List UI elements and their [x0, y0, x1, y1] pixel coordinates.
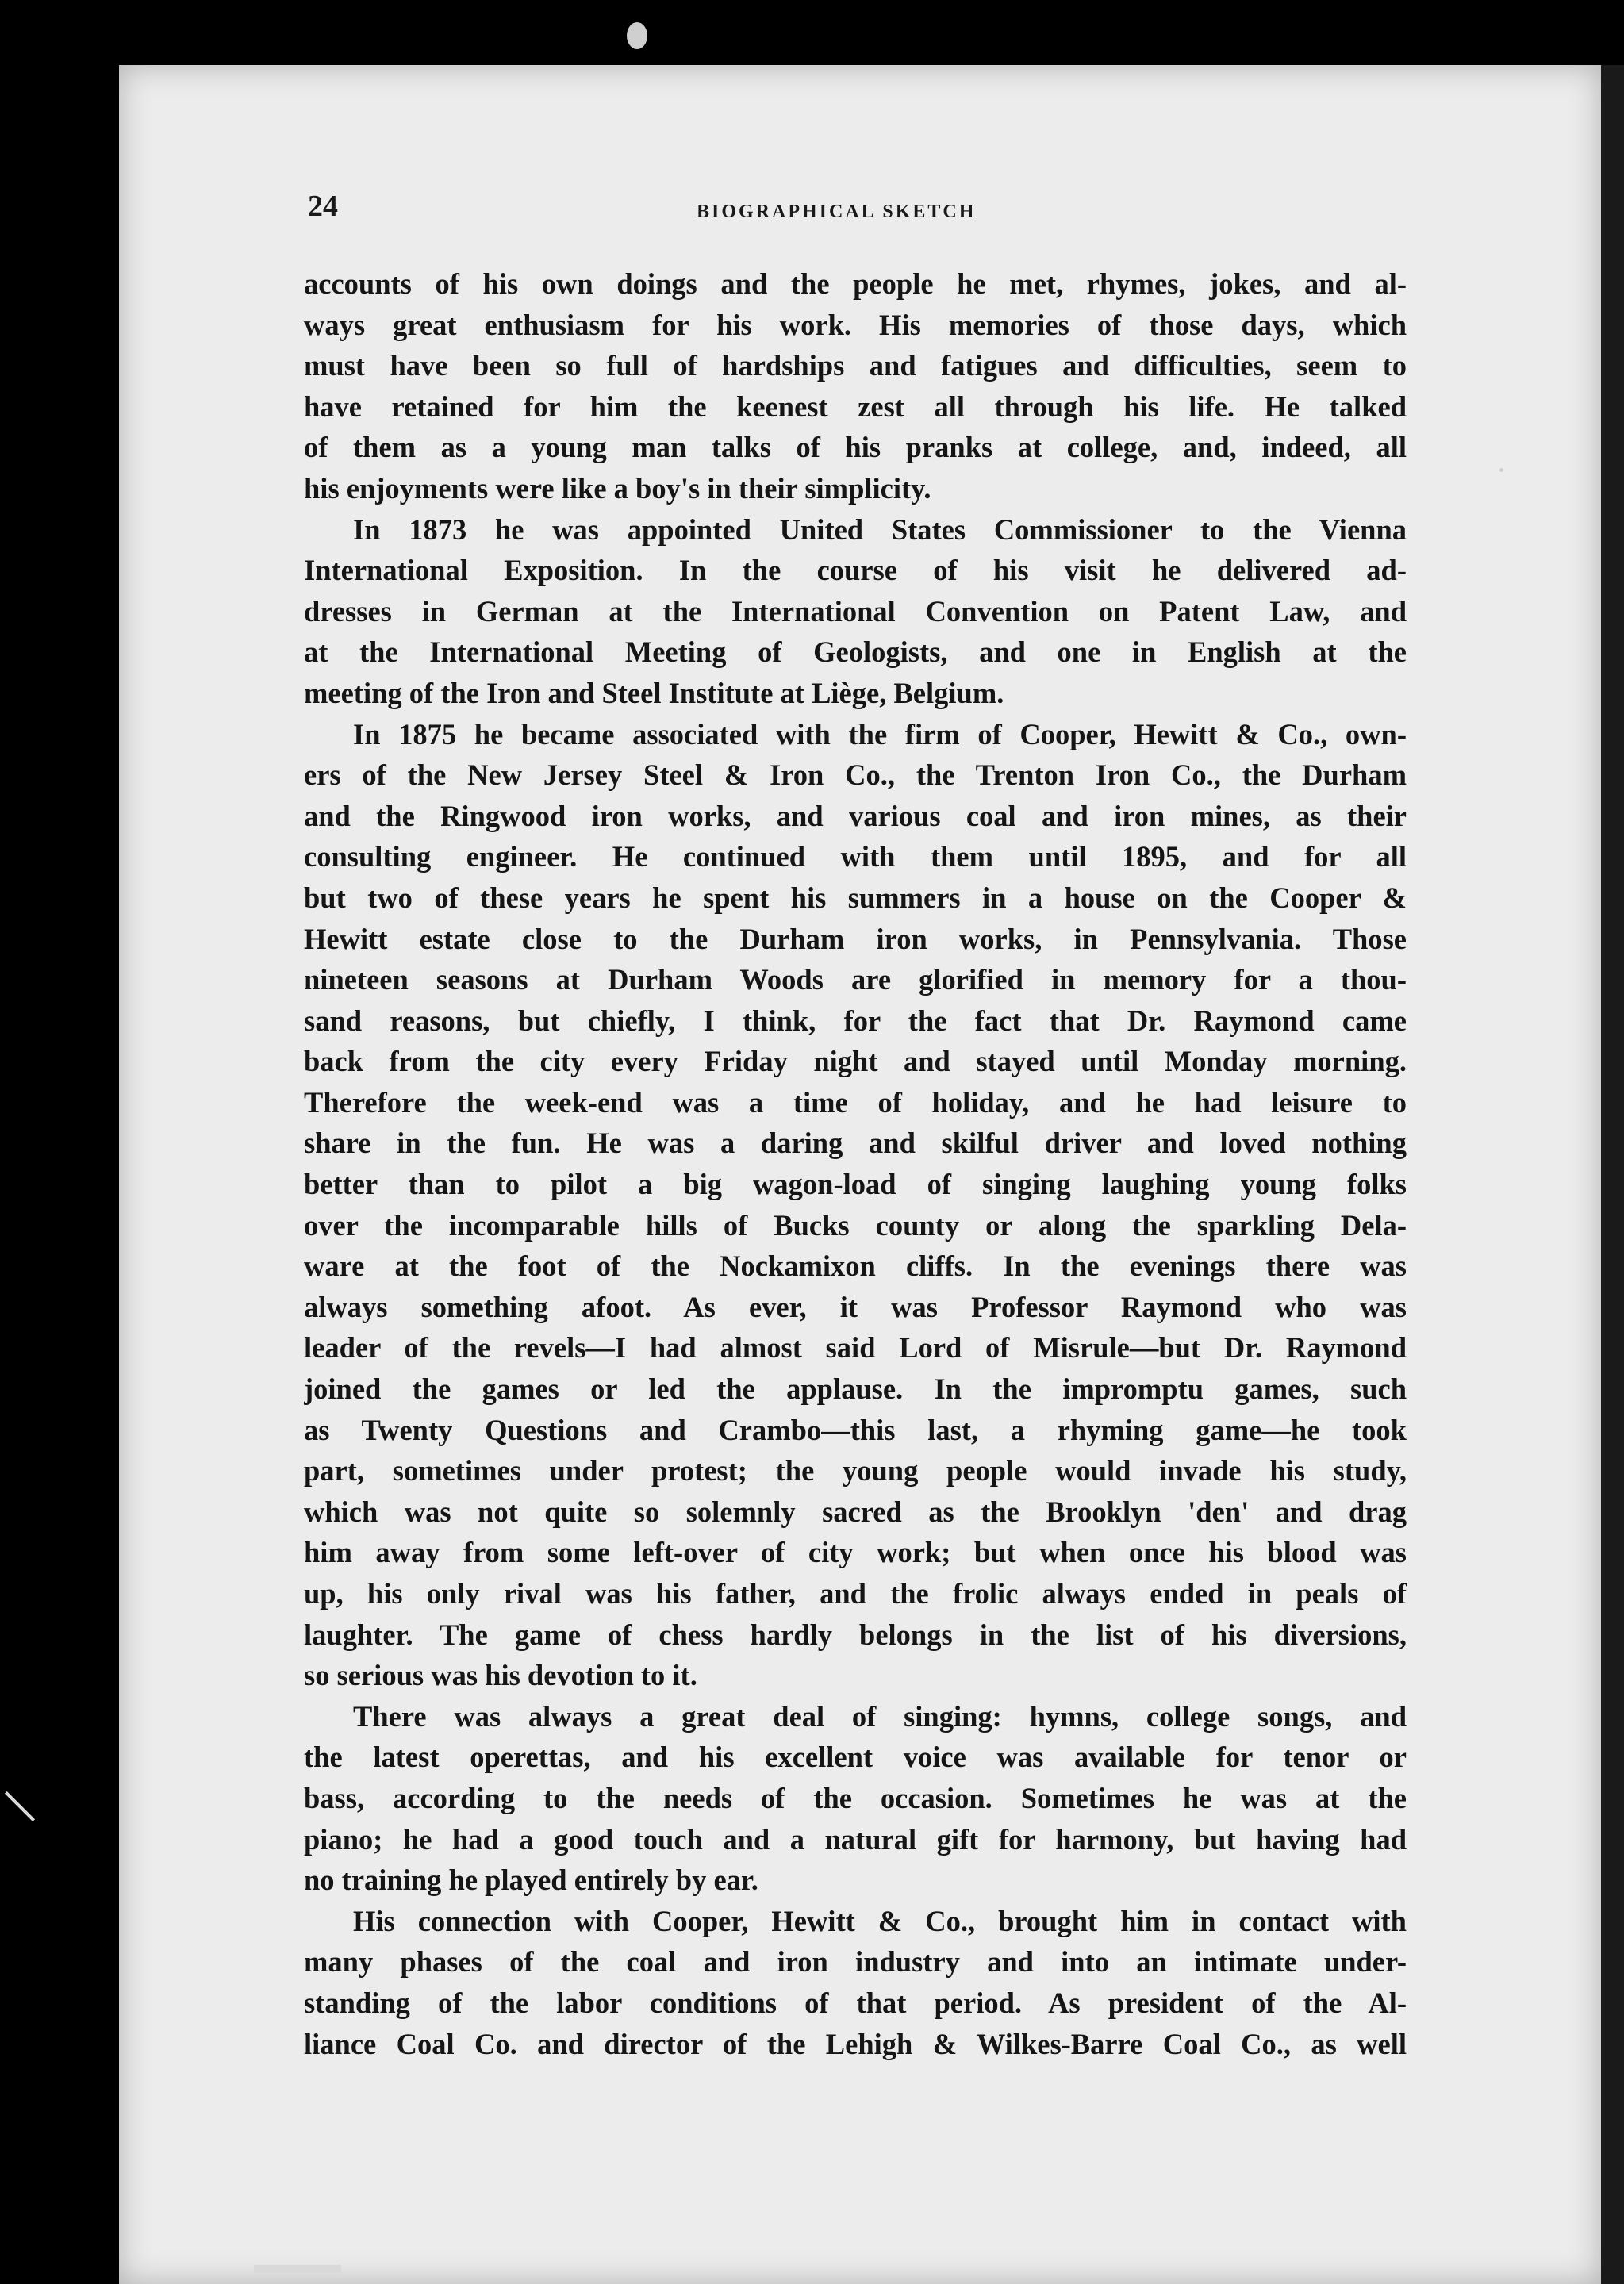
text-line: and the Ringwood iron works, and various coal and iron mines, as their	[304, 799, 1407, 832]
body-text	[304, 263, 1407, 2064]
scan-edge-mark	[5, 1791, 35, 1821]
text-line: no training he played entirely by ear.	[304, 1864, 758, 1897]
text-line: share in the fun. He was a daring and skilful driver and loved nothing	[304, 1127, 1407, 1160]
text-line: have retained for him the keenest zest all through his life. He talked	[304, 390, 1407, 423]
text-line: but two of these years he spent his summers in a house on the Cooper &	[304, 881, 1407, 914]
text-line: back from the city every Friday night and stayed until Monday morning.	[304, 1045, 1407, 1078]
page-number: 24	[308, 190, 338, 223]
text-line: nineteen seasons at Durham Woods are glorified in memory for a thou-	[304, 963, 1407, 996]
text-line: so serious was his devotion to it.	[304, 1659, 697, 1692]
scan-edge-mark	[254, 2265, 341, 2273]
scan-speck	[627, 22, 647, 49]
text-line: meeting of the Iron and Steel Institute at Liège, Belgium.	[304, 676, 1004, 709]
text-line: joined the games or led the applause. In the impromptu games, such	[304, 1372, 1407, 1406]
running-title: BIOGRAPHICAL SKETCH	[697, 202, 977, 222]
text-line: ware at the foot of the Nockamixon cliffs. In the evenings there was	[304, 1249, 1407, 1283]
text-line: Therefore the week-end was a time of holiday, and he had leisure to	[304, 1085, 1407, 1119]
text-line: dresses in German at the International Convention on Patent Law, and	[304, 594, 1407, 628]
text-line: bass, according to the needs of the occasion. Sometimes he was at the	[304, 1781, 1407, 1814]
text-line: leader of the revels—I had almost said Lord of Misrule—but Dr. Raymond	[304, 1331, 1407, 1365]
text-line: consulting engineer. He continued with them until 1895, and for all	[304, 840, 1407, 873]
text-line: up, his only rival was his father, and the frolic always ended in peals of	[304, 1577, 1407, 1610]
text-line: always something afoot. As ever, it was Professor Raymond who was	[304, 1290, 1407, 1323]
text-line: at the International Meeting of Geologists, and one in English at the	[304, 635, 1407, 669]
text-line: International Exposition. In the course of his visit he delivered ad-	[304, 554, 1407, 587]
text-line: sand reasons, but chiefly, I think, for the fact that Dr. Raymond came	[304, 1004, 1407, 1037]
text-line: In 1875 he became associated with the firm of Cooper, Hewitt & Co., own-	[353, 717, 1407, 750]
text-line: ways great enthusiasm for his work. His memories of those days, which	[304, 308, 1407, 341]
text-line: the latest operettas, and his excellent voice was available for tenor or	[304, 1741, 1407, 1774]
text-line: part, sometimes under protest; the young people would invade his study,	[304, 1454, 1407, 1487]
text-line: liance Coal Co. and director of the Lehigh & Wilkes-Barre Coal Co., as well	[304, 2027, 1407, 2060]
text-line: him away from some left-over of city work; but when once his blood was	[304, 1536, 1407, 1569]
text-line: In 1873 he was appointed United States Commissioner to the Vienna	[353, 512, 1407, 546]
text-line: accounts of his own doings and the people he met, rhymes, jokes, and al-	[304, 267, 1407, 300]
scan-speck	[1499, 468, 1503, 472]
text-line: must have been so full of hardships and fatigues and difficulties, seem to	[304, 349, 1407, 382]
text-line: which was not quite so solemnly sacred as the Brooklyn 'den' and drag	[304, 1495, 1407, 1528]
text-line: Hewitt estate close to the Durham iron works, in Pennsylvania. Those	[304, 922, 1407, 955]
text-line: many phases of the coal and iron industry and into an intimate under-	[304, 1945, 1407, 1979]
page-edge-shadow	[1601, 65, 1624, 2284]
text-line: standing of the labor conditions of that period. As president of the Al-	[304, 1986, 1407, 2019]
text-line: over the incomparable hills of Bucks county or along the sparkling Dela-	[304, 1208, 1407, 1242]
text-line: laughter. The game of chess hardly belongs in the list of his diversions,	[304, 1618, 1407, 1651]
text-line: ers of the New Jersey Steel & Iron Co., the Trenton Iron Co., the Durham	[304, 758, 1407, 792]
text-line: His connection with Cooper, Hewitt & Co., brought him in contact with	[353, 1904, 1407, 1937]
text-line: There was always a great deal of singing: hymns, college songs, and	[353, 1699, 1407, 1733]
text-line: of them as a young man talks of his pranks at college, and, indeed, all	[304, 431, 1407, 464]
page-header	[308, 189, 1403, 236]
text-line: piano; he had a good touch and a natural gift for harmony, but having had	[304, 1822, 1407, 1856]
text-line: his enjoyments were like a boy's in their simplicity.	[304, 471, 931, 505]
text-line: as Twenty Questions and Crambo—this last, a rhyming game—he took	[304, 1413, 1407, 1446]
text-line: better than to pilot a big wagon-load of singing laughing young folks	[304, 1168, 1407, 1201]
